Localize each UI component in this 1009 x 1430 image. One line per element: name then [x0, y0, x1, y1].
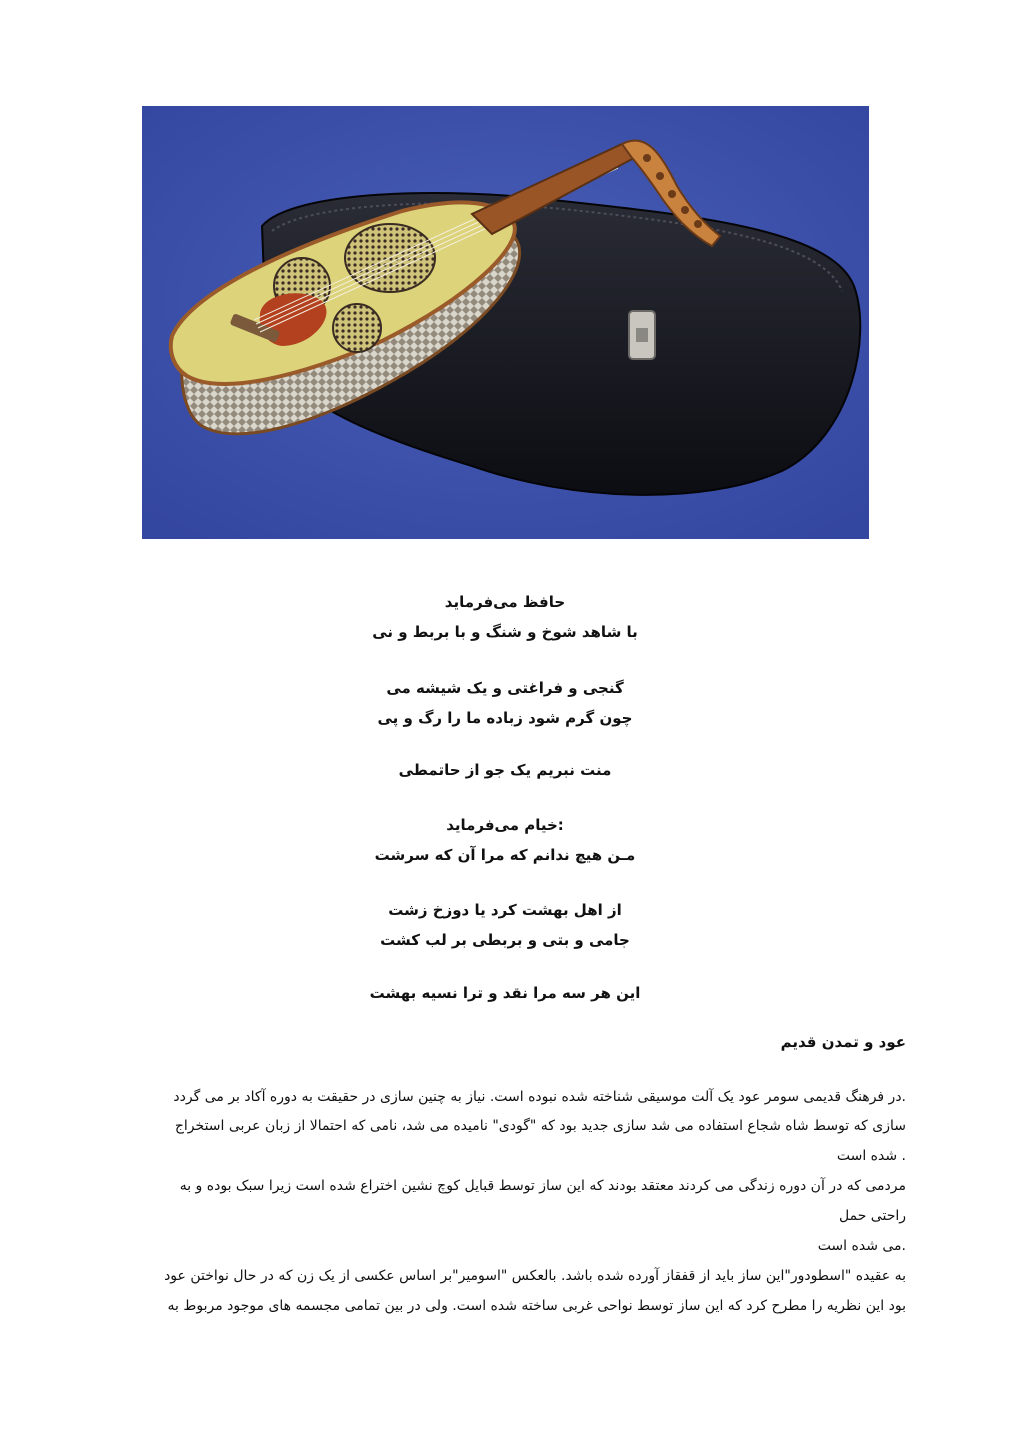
- poem-verse: مـن هیچ ندانم که مرا آن که سرشت: [374, 846, 636, 864]
- poem-verse: :خیام می‌فرماید: [446, 816, 564, 834]
- body-line: به عقیده "اسطودور"این ساز باید از قفقاز آورده شده باشد. بالعکس "اسومیر"بر اساس عکسی از یک زن که در حال نواختن عود: [164, 1268, 906, 1284]
- body-line: .در فرهنگ قدیمی سومر عود یک آلت موسیقی شناخته شده نبوده است. نیاز به چنین سازی در حقیقت به دوره آکاد بر می گردد: [173, 1089, 906, 1105]
- body-line: . شده است: [836, 1148, 906, 1164]
- oud-photo: [142, 106, 869, 539]
- poem-verse: چون گرم شود زباده ما را رگ و پی: [377, 709, 633, 727]
- body-line: .می شده است: [817, 1238, 906, 1254]
- poem-verse: جامی و بتی و بربطی بر لب کشت: [380, 931, 630, 949]
- poem-verse: منت نبریم یک جو از حاتمطی: [398, 761, 612, 779]
- body-line: مردمی که در آن دوره زندگی می کردند معتقد بودند که این ساز توسط قبایل کوچ نشین اختراع شده است زیرا سبک بوده و به: [179, 1178, 906, 1194]
- body-line: سازی که توسط شاه شجاع استفاده می شد سازی جدید بود که "گودی" نامیده می شد، نامی که احتمالا از زبان عربی استخراج: [174, 1118, 906, 1134]
- section-heading: عود و تمدن قدیم: [780, 1033, 906, 1051]
- poem-verse: گنجی و فراغتی و یک شیشه می: [386, 679, 624, 697]
- poem-verse: حافظ می‌فرماید: [444, 593, 566, 611]
- oud-icon: [142, 106, 869, 539]
- body-line: راحتی حمل: [839, 1208, 906, 1224]
- poem-verse: با شاهد شوخ و شنگ و با بربط و نی: [372, 623, 638, 641]
- poem-verse: این هر سه مرا نقد و ترا نسیه بهشت: [369, 984, 641, 1002]
- body-line: بود این نظریه را مطرح کرد که این ساز توسط نواحی غربی ساخته شده است. ولی در بین تمامی مجسمه های موجود مربوط به: [167, 1298, 906, 1314]
- poem-verse: از اهل بهشت کرد یا دوزخ زشت: [388, 901, 622, 919]
